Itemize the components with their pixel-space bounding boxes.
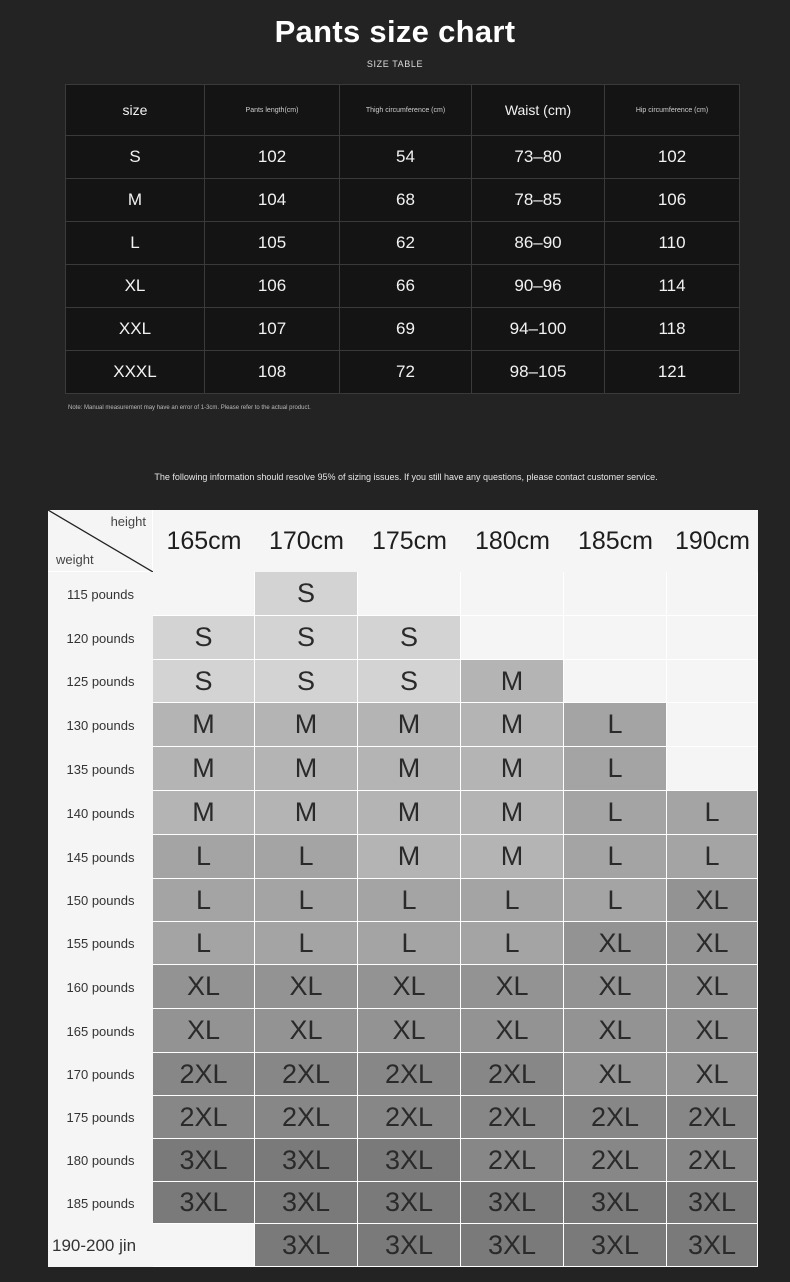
- size-grid-cell: S: [358, 616, 461, 660]
- size-grid-cell: 3XL: [667, 1182, 758, 1224]
- size-table-cell: 68: [340, 179, 472, 222]
- weight-row-label: 175 pounds: [66, 1110, 135, 1125]
- size-grid-cell: M: [153, 703, 255, 747]
- weight-row-label: 185 pounds: [66, 1195, 135, 1211]
- size-table-cell: 90–96: [472, 265, 605, 308]
- size-table-cell: S: [66, 136, 205, 179]
- size-table-header-cell: size: [66, 85, 205, 136]
- size-grid-cell: 2XL: [255, 1096, 358, 1139]
- size-grid-cell: 2XL: [461, 1053, 564, 1096]
- weight-row-label: 165 pounds: [66, 1023, 135, 1039]
- size-grid-cell: XL: [564, 965, 667, 1009]
- size-table-cell: XXL: [66, 308, 205, 351]
- size-grid-cell: 3XL: [153, 1139, 255, 1182]
- size-grid-cell: [667, 660, 758, 703]
- size-grid-cell: 2XL: [564, 1096, 667, 1139]
- size-grid-cell: XL: [667, 879, 758, 922]
- size-grid-cell: [153, 1224, 255, 1267]
- size-grid-cell: L: [153, 922, 255, 965]
- weight-row-label: 190-200 jin: [52, 1235, 137, 1255]
- size-grid-cell: S: [255, 660, 358, 703]
- size-grid-cell: 2XL: [153, 1053, 255, 1096]
- size-grid-cell: 3XL: [358, 1224, 461, 1267]
- size-grid-cell: M: [358, 703, 461, 747]
- size-grid-cell: XL: [667, 965, 758, 1009]
- size-table-cell: 73–80: [472, 136, 605, 179]
- size-grid-cell: M: [255, 703, 358, 747]
- size-grid-cell: L: [461, 922, 564, 965]
- size-grid-cell: [564, 616, 667, 660]
- size-table-cell: M: [66, 179, 205, 222]
- size-table-cell: 69: [340, 308, 472, 351]
- size-grid-cell: XL: [667, 1053, 758, 1096]
- weight-row-label: 135 pounds: [66, 761, 135, 777]
- size-table-cell: 110: [605, 222, 740, 265]
- size-grid-cell: XL: [461, 1009, 564, 1053]
- height-weight-grid: [48, 510, 758, 1267]
- size-table-cell: 105: [205, 222, 340, 265]
- height-column-header: 185cm: [577, 526, 654, 555]
- weight-row-label: 155 pounds: [66, 936, 135, 951]
- size-grid-cell: M: [255, 747, 358, 791]
- size-table-header-cell: Waist (cm): [472, 85, 605, 136]
- size-table-cell: L: [66, 222, 205, 265]
- size-grid-cell: L: [358, 922, 461, 965]
- size-grid-cell: XL: [461, 965, 564, 1009]
- size-table-row: [66, 179, 740, 222]
- size-table-cell: 102: [605, 136, 740, 179]
- size-table-cell: 78–85: [472, 179, 605, 222]
- size-grid-cell: L: [461, 879, 564, 922]
- size-grid-cell: L: [564, 791, 667, 835]
- size-table-cell: 118: [605, 308, 740, 351]
- weight-row-label: 145 pounds: [66, 849, 135, 865]
- size-grid-cell: L: [667, 835, 758, 879]
- sizing-info: The following information should resolve 95% of sizing issues. If you still have any questions, please contact customer service.: [154, 472, 658, 482]
- size-grid-cell: M: [255, 791, 358, 835]
- size-grid-cell: M: [461, 747, 564, 791]
- size-grid-cell: M: [461, 660, 564, 703]
- size-table-header-cell: Pants length(cm): [205, 85, 340, 136]
- size-grid-cell: 3XL: [358, 1182, 461, 1224]
- size-grid-cell: M: [461, 791, 564, 835]
- weight-row-label: 150 pounds: [66, 893, 135, 908]
- size-grid-cell: 3XL: [358, 1139, 461, 1182]
- size-table-row: [66, 222, 740, 265]
- size-table-row: [66, 351, 740, 394]
- size-grid-cell: L: [153, 835, 255, 879]
- size-grid-cell: S: [255, 616, 358, 660]
- corner-height-label: height: [110, 514, 146, 529]
- size-grid-cell: XL: [255, 965, 358, 1009]
- size-grid-cell: XL: [153, 1009, 255, 1053]
- size-table-cell: 102: [205, 136, 340, 179]
- size-grid-cell: [667, 572, 758, 616]
- height-column-header: 175cm: [371, 526, 448, 555]
- height-column-header: 190cm: [674, 526, 751, 555]
- grid-corner: [48, 510, 153, 572]
- size-table-cell: 107: [205, 308, 340, 351]
- size-table-cell: 62: [340, 222, 472, 265]
- size-grid-cell: XL: [564, 1009, 667, 1053]
- size-grid-cell: [564, 572, 667, 616]
- size-grid-cell: XL: [667, 1009, 758, 1053]
- size-grid-cell: [461, 616, 564, 660]
- size-table-cell: 121: [605, 351, 740, 394]
- size-grid-cell: [667, 747, 758, 791]
- size-grid-cell: 2XL: [358, 1096, 461, 1139]
- page-title: Pants size chart: [274, 14, 516, 49]
- size-table-header-row: [66, 85, 740, 136]
- size-grid-cell: L: [255, 879, 358, 922]
- size-grid-cell: L: [667, 791, 758, 835]
- weight-row-label: 160 pounds: [66, 979, 135, 995]
- size-grid-cell: L: [564, 747, 667, 791]
- size-table-cell: XL: [66, 265, 205, 308]
- size-grid-cell: L: [564, 835, 667, 879]
- size-grid-cell: 2XL: [461, 1096, 564, 1139]
- size-grid-cell: XL: [667, 922, 758, 965]
- weight-row-label: 180 pounds: [66, 1153, 135, 1168]
- size-grid-cell: M: [153, 791, 255, 835]
- size-table-cell: 54: [340, 136, 472, 179]
- size-table-row: [66, 136, 740, 179]
- weight-row-label: 115 pounds: [67, 586, 134, 602]
- size-table-cell: 106: [205, 265, 340, 308]
- size-grid-cell: L: [358, 879, 461, 922]
- size-table-cell: 108: [205, 351, 340, 394]
- size-grid-cell: 2XL: [461, 1139, 564, 1182]
- size-grid-cell: 3XL: [255, 1139, 358, 1182]
- size-grid-cell: [153, 572, 255, 616]
- size-grid-cell: XL: [564, 1053, 667, 1096]
- size-table: [65, 84, 740, 394]
- size-grid-cell: [667, 703, 758, 747]
- size-grid-cell: M: [461, 835, 564, 879]
- size-grid-cell: 3XL: [461, 1182, 564, 1224]
- size-grid-cell: 3XL: [564, 1224, 667, 1267]
- size-grid-cell: XL: [358, 965, 461, 1009]
- size-grid-cell: L: [153, 879, 255, 922]
- size-grid-cell: M: [358, 791, 461, 835]
- size-grid-cell: M: [461, 703, 564, 747]
- size-table-header-cell: Thigh circumference (cm): [340, 85, 472, 136]
- size-grid-cell: L: [255, 835, 358, 879]
- size-table-cell: 106: [605, 179, 740, 222]
- size-grid-cell: XL: [564, 922, 667, 965]
- size-grid-cell: XL: [153, 965, 255, 1009]
- size-grid-cell: 2XL: [255, 1053, 358, 1096]
- measurement-note: Note: Manual measurement may have an error of 1-3cm. Please refer to the actual product.: [68, 405, 311, 411]
- corner-weight-label: weight: [56, 552, 94, 567]
- size-table-cell: 104: [205, 179, 340, 222]
- size-grid-cell: S: [153, 660, 255, 703]
- size-grid-cell: M: [358, 747, 461, 791]
- size-grid-cell: S: [153, 616, 255, 660]
- size-grid-cell: 3XL: [153, 1182, 255, 1224]
- size-grid-cell: 2XL: [667, 1139, 758, 1182]
- size-grid-cell: L: [564, 703, 667, 747]
- size-table-cell: 86–90: [472, 222, 605, 265]
- size-grid-cell: 3XL: [564, 1182, 667, 1224]
- size-grid-cell: [667, 616, 758, 660]
- size-grid-cell: L: [255, 922, 358, 965]
- size-table-cell: 98–105: [472, 351, 605, 394]
- size-table-cell: 94–100: [472, 308, 605, 351]
- page-subtitle: SIZE TABLE: [366, 59, 424, 69]
- size-grid-cell: [564, 660, 667, 703]
- weight-row-label: 125 pounds: [66, 674, 135, 689]
- height-column-header: 180cm: [474, 526, 551, 555]
- size-grid-cell: 3XL: [255, 1182, 358, 1224]
- weight-row-label: 140 pounds: [66, 805, 135, 821]
- height-column-header: 170cm: [268, 526, 345, 555]
- size-table-cell: 66: [340, 265, 472, 308]
- size-table-row: [66, 265, 740, 308]
- weight-row-label: 170 pounds: [66, 1067, 135, 1082]
- size-table-header-cell: Hip circumference (cm): [605, 85, 740, 136]
- size-grid-cell: 2XL: [153, 1096, 255, 1139]
- size-grid-cell: S: [255, 572, 358, 616]
- size-grid-cell: 2XL: [667, 1096, 758, 1139]
- size-grid-cell: M: [358, 835, 461, 879]
- size-grid-cell: 2XL: [564, 1139, 667, 1182]
- size-table-cell: XXXL: [66, 351, 205, 394]
- size-grid-cell: [461, 572, 564, 616]
- size-grid-cell: 2XL: [358, 1053, 461, 1096]
- size-table-row: [66, 308, 740, 351]
- size-grid-cell: 3XL: [667, 1224, 758, 1267]
- weight-row-label: 130 pounds: [66, 717, 135, 733]
- size-grid-cell: M: [153, 747, 255, 791]
- size-grid-cell: S: [358, 660, 461, 703]
- size-table-cell: 72: [340, 351, 472, 394]
- size-grid-cell: 3XL: [461, 1224, 564, 1267]
- size-table-cell: 114: [605, 265, 740, 308]
- size-grid-cell: XL: [358, 1009, 461, 1053]
- size-grid-cell: XL: [255, 1009, 358, 1053]
- size-grid-cell: [358, 572, 461, 616]
- height-column-header: 165cm: [166, 526, 242, 555]
- size-grid-cell: L: [564, 879, 667, 922]
- weight-row-label: 120 pounds: [66, 630, 135, 646]
- size-grid-cell: 3XL: [255, 1224, 358, 1267]
